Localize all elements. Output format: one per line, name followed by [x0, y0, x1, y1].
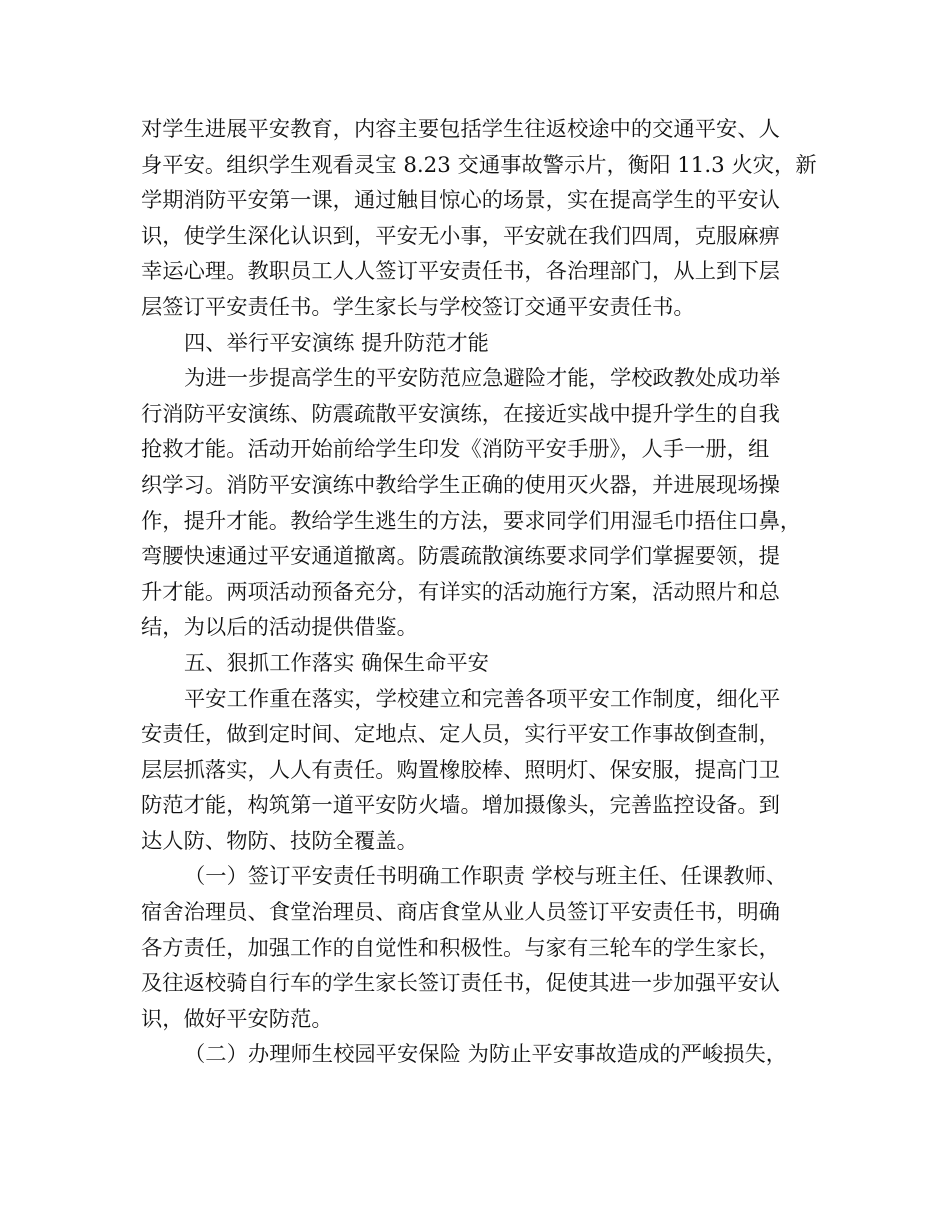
subsection-paragraph-line: （一）签订平安责任书明确工作职责 学校与班主任、任课教师、 [184, 864, 788, 890]
paragraph-line: 对学生进展平安教育，内容主要包括学生往返校途中的交通平安、人 [141, 117, 780, 142]
paragraph-line: 及往返校骑自行车的学生家长签订责任书，促使其进一步加强平安认 [141, 971, 780, 997]
document-body [141, 112, 817, 1073]
paragraph-line: 识，使学生深化认识到，平安无小事，平安就在我们四周，克服麻痹 [141, 223, 780, 249]
paragraph-line: 幸运心理。教职员工人人签订平安责任书，各治理部门，从上到下层 [141, 259, 780, 285]
paragraph-line: 行消防平安演练、防震疏散平安演练，在接近实战中提升学生的自我 [141, 401, 780, 427]
paragraph-line: 识，做好平安防范。 [141, 1006, 333, 1032]
section-heading: 四、举行平安演练 提升防范才能 [184, 330, 489, 356]
paragraph-line: 抢救才能。活动开始前给学生印发《消防平安手册》，人手一册，组 [141, 437, 770, 463]
subsection-paragraph-line: （二）办理师生校园平安保险 为防止平安事故造成的严峻损失， [184, 1042, 788, 1068]
paragraph-line: 达人防、物防、技防全覆盖。 [141, 828, 418, 854]
paragraph-line: 学期消防平安第一课，通过触目惊心的场景，实在提高学生的平安认 [141, 188, 780, 214]
paragraph-line: 平安工作重在落实，学校建立和完善各项平安工作制度，细化平 [184, 686, 781, 712]
paragraph-line: 层层抓落实，人人有责任。购置橡胶棒、照明灯、保安服，提高门卫 [141, 757, 780, 783]
paragraph-line: 层签订平安责任书。学生家长与学校签订交通平安责任书。 [141, 294, 695, 320]
paragraph-line: 为进一步提高学生的平安防范应急避险才能，学校政教处成功举 [184, 366, 781, 392]
paragraph-line: 弯腰快速通过平安通道撤离。防震疏散演练要求同学们掌握要领，提 [141, 544, 780, 570]
paragraph-line: 安责任，做到定时间、定地点、定人员，实行平安工作事故倒查制， [141, 722, 780, 748]
paragraph-line: 各方责任，加强工作的自觉性和积极性。与家有三轮车的学生家长， [141, 935, 780, 961]
paragraph-line: 作，提升才能。教给学生逃生的方法，要求同学们用湿毛巾捂住口鼻， [141, 508, 802, 534]
paragraph-line: 宿舍治理员、食堂治理员、商店食堂从业人员签订平安责任书，明确 [141, 900, 780, 926]
paragraph-line: 身平安。组织学生观看灵宝 8.23 交通事故警示片，衡阳 11.3 火灾，新 [141, 152, 817, 178]
section-heading: 五、狠抓工作落实 确保生命平安 [184, 650, 489, 676]
paragraph-line: 结，为以后的活动提供借鉴。 [141, 615, 418, 641]
paragraph-line: 织学习。消防平安演练中教给学生正确的使用灭火器，并进展现场操 [141, 472, 780, 498]
paragraph-line: 升才能。两项活动预备充分，有详实的活动施行方案，活动照片和总 [141, 579, 780, 605]
paragraph-line: 防范才能，构筑第一道平安防火墙。增加摄像头，完善监控设备。到 [141, 793, 780, 819]
